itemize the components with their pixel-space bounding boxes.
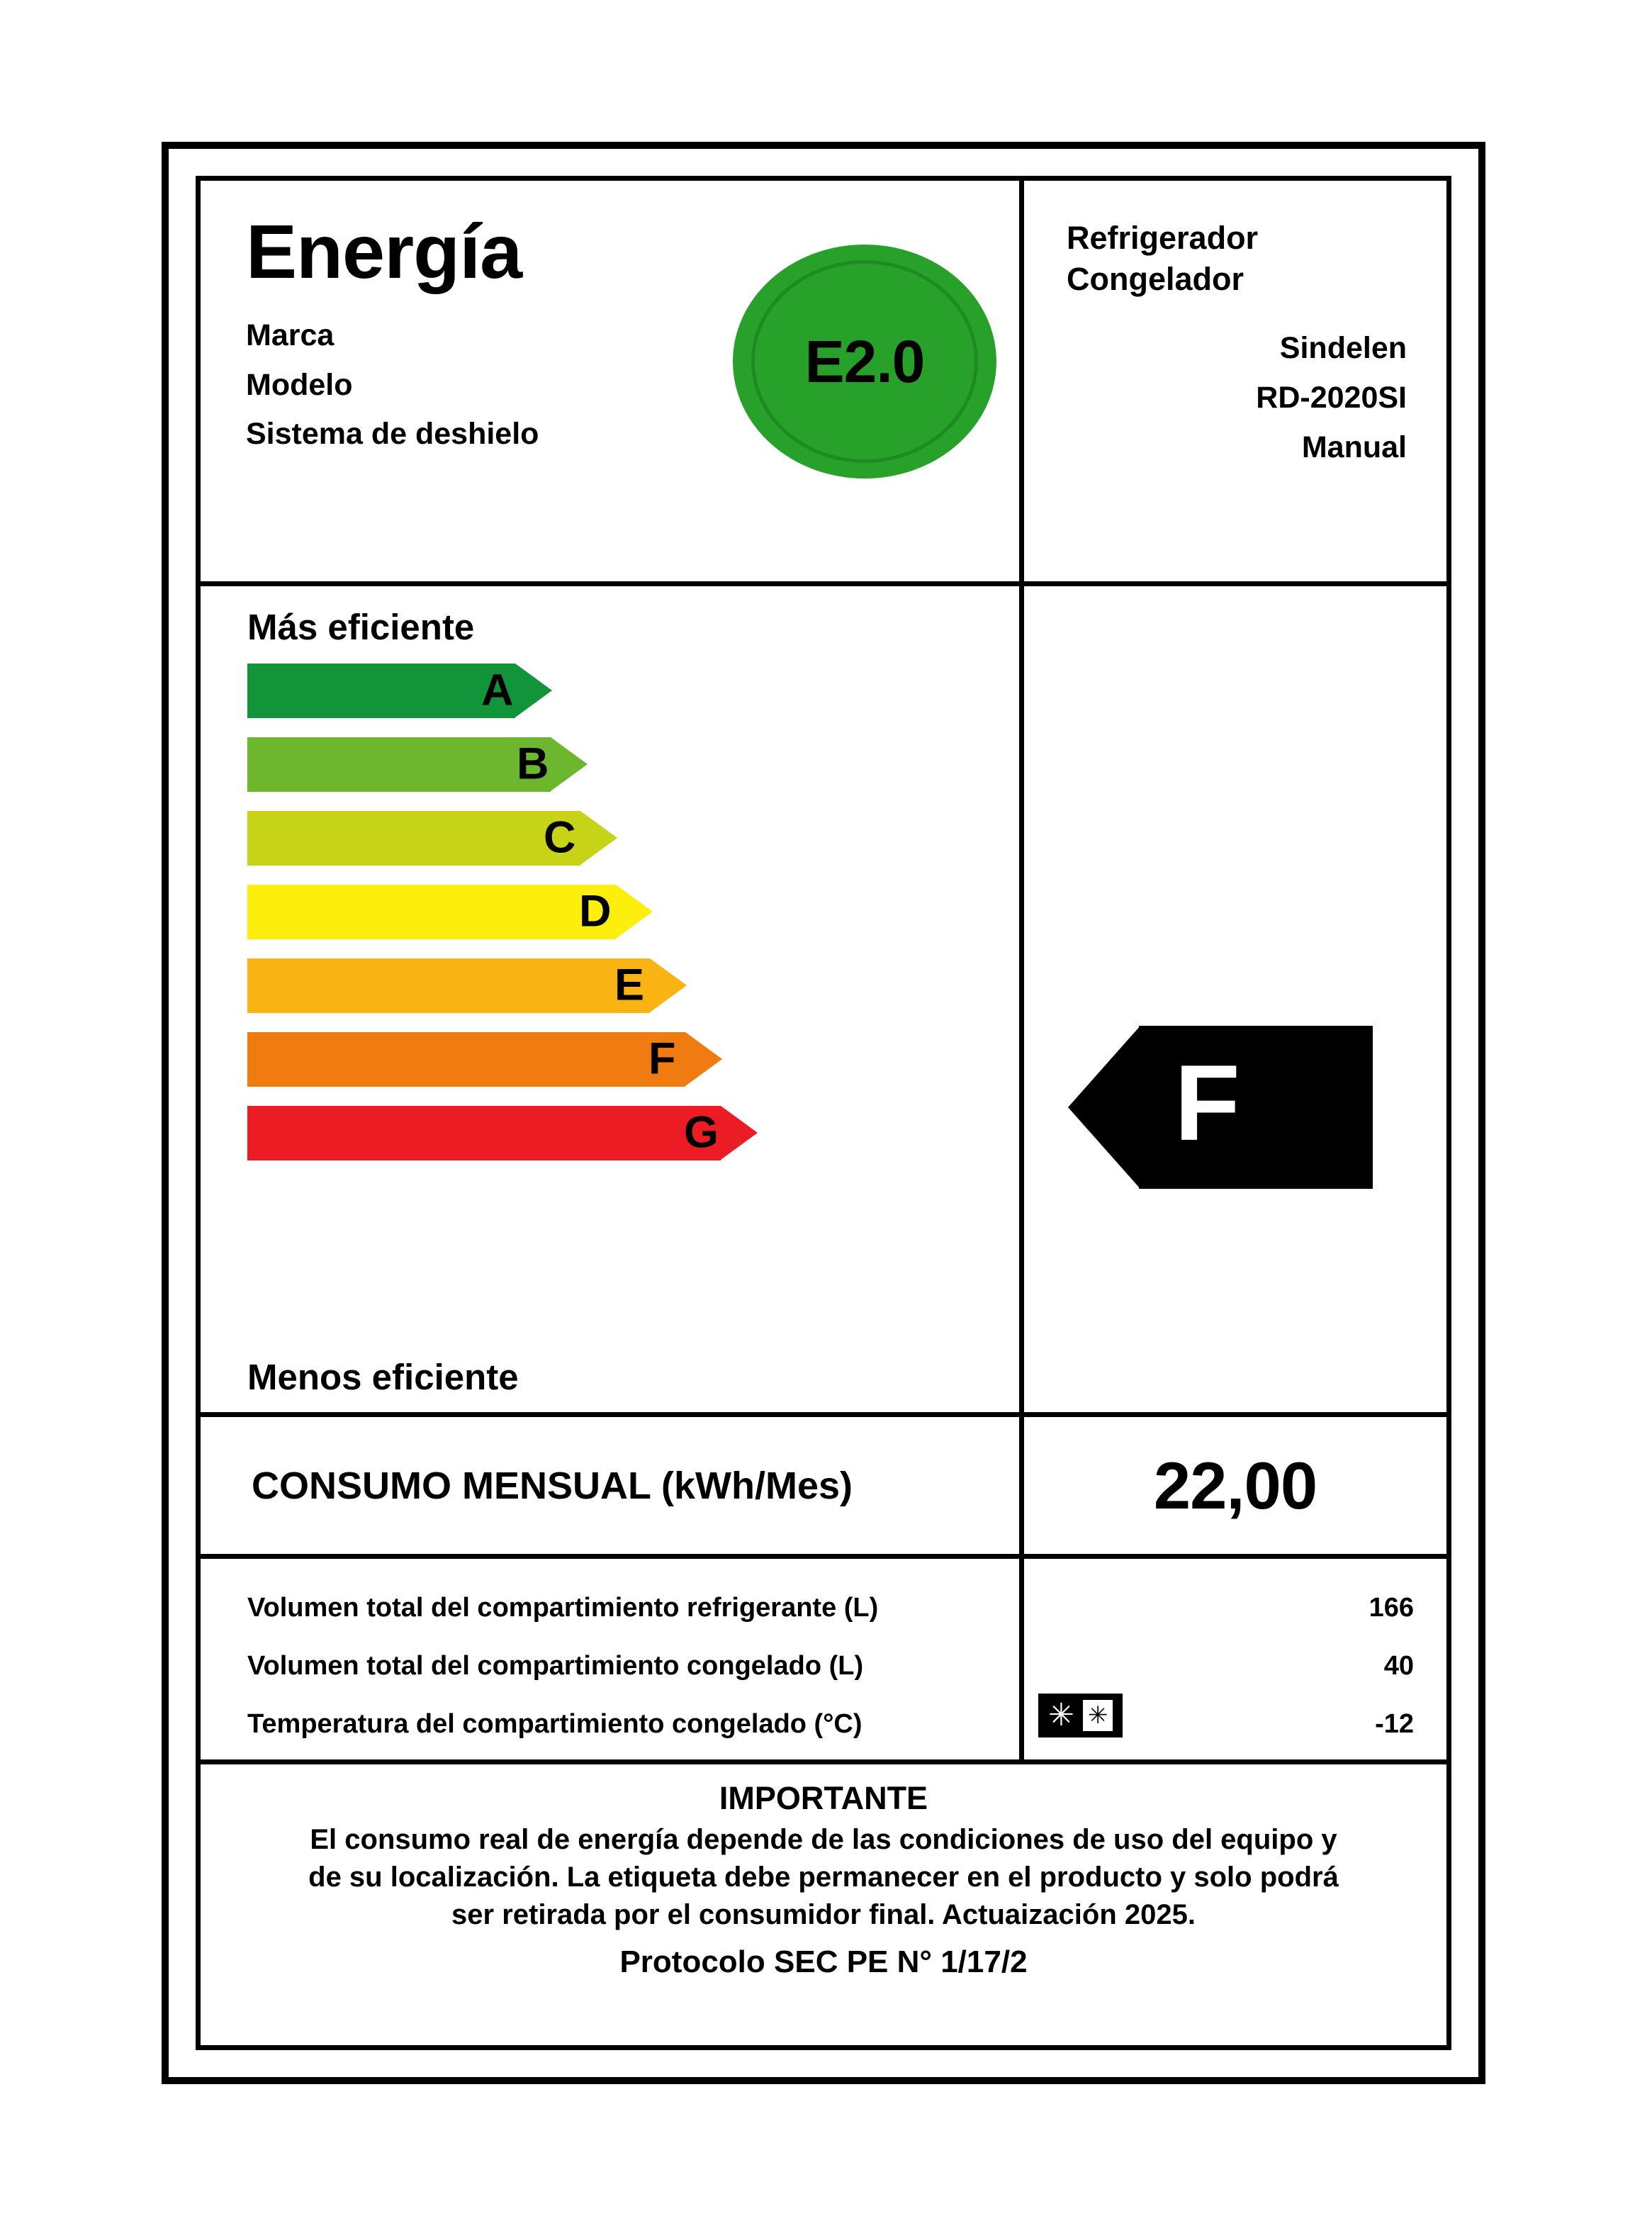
field-label-brand: Marca <box>246 318 335 352</box>
efficiency-bar-a <box>247 664 1019 718</box>
bar-letter-a: A <box>481 665 514 715</box>
bar-body-e <box>247 958 650 1013</box>
specs-row <box>201 1559 1446 1764</box>
consumption-value: 22,00 <box>1153 1448 1317 1523</box>
bar-body-a <box>247 664 515 718</box>
bar-arrow-e <box>650 958 687 1012</box>
value-brand: Sindelen <box>1279 331 1407 366</box>
efficiency-bar-g <box>247 1106 1019 1160</box>
appliance-values <box>1067 323 1407 472</box>
bar-body-c <box>247 811 580 866</box>
header-row <box>201 181 1446 586</box>
scale-caption-top: Más eficiente <box>247 607 475 647</box>
bar-letter-c: C <box>544 812 576 863</box>
energy-label <box>162 142 1485 2084</box>
value-model: RD-2020SI <box>1256 381 1407 415</box>
specs-labels <box>201 1559 1024 1759</box>
efficiency-bar-f <box>247 1032 1019 1087</box>
selected-class-arrow <box>1068 1026 1373 1189</box>
note-title: IMPORTANTE <box>719 1780 928 1816</box>
badge-label: E2.0 <box>804 328 925 395</box>
appliance-type-line1: Refrigerador <box>1067 220 1259 256</box>
spec-value-freezer-temp: -12 <box>1375 1708 1414 1739</box>
spec-label-freezer-volume: Volumen total del compartimiento congelado (L) <box>247 1651 864 1681</box>
field-label-model: Modelo <box>246 367 353 402</box>
selected-class-letter: F <box>1174 1042 1240 1163</box>
bar-letter-d: D <box>579 886 612 936</box>
note-line-1: El consumo real de energía depende de las condiciones de uso del equipo y <box>310 1824 1337 1855</box>
header-right-cell <box>1024 181 1446 581</box>
bar-body-f <box>247 1032 685 1087</box>
appliance-type <box>1067 218 1407 299</box>
consumption-label: CONSUMO MENSUAL (kWh/Mes) <box>201 1417 1024 1554</box>
bar-arrow-a <box>515 664 552 717</box>
note-body <box>243 1821 1404 1933</box>
star-boxed-icon: ✳ <box>1083 1700 1113 1731</box>
spec-label-fridge-volume: Volumen total del compartimiento refrigerante (L) <box>247 1593 879 1623</box>
energy-label-inner-frame <box>196 176 1451 2050</box>
arrow-point <box>1068 1026 1140 1189</box>
bar-arrow-g <box>721 1106 758 1160</box>
efficiency-bars <box>201 664 1019 1160</box>
value-defrost: Manual <box>1301 430 1407 465</box>
bar-arrow-f <box>685 1032 722 1086</box>
appliance-type-line2: Congelador <box>1067 260 1244 297</box>
consumption-row <box>201 1417 1446 1559</box>
important-note <box>201 1764 1446 2045</box>
specs-values <box>1024 1559 1446 1759</box>
efficiency-scale-cell <box>201 586 1024 1412</box>
note-line-2: de su localización. La etiqueta debe permanecer en el producto y solo podrá <box>308 1861 1339 1893</box>
star-icon: ✳ <box>1048 1698 1074 1733</box>
efficiency-bar-c <box>247 811 1019 866</box>
bar-letter-f: F <box>648 1034 676 1084</box>
freezer-star-rating <box>1038 1694 1123 1737</box>
bar-body-d <box>247 885 616 939</box>
bar-letter-b: B <box>517 739 549 789</box>
header-left-cell <box>201 181 1024 581</box>
spec-label-freezer-temp: Temperatura del compartimiento congelado (°C) <box>247 1709 862 1739</box>
spec-value-fridge-volume: 166 <box>1369 1592 1414 1623</box>
bar-arrow-d <box>616 885 653 939</box>
note-protocol: Protocolo SEC PE N° 1/17/2 <box>619 1944 1028 1980</box>
note-line-3: ser retirada por el consumidor final. Actuaización 2025. <box>451 1898 1196 1930</box>
bar-arrow-c <box>580 811 617 865</box>
efficiency-bar-b <box>247 737 1019 792</box>
bar-letter-e: E <box>614 960 645 1010</box>
efficiency-scale-row <box>201 586 1446 1417</box>
efficiency-bar-d <box>247 885 1019 939</box>
bar-letter-g: G <box>684 1107 719 1158</box>
scale-caption-bottom: Menos eficiente <box>247 1357 519 1397</box>
bar-arrow-b <box>551 737 588 791</box>
field-label-defrost: Sistema de deshielo <box>246 417 539 452</box>
bar-body-b <box>247 737 551 792</box>
bar-body-g <box>247 1106 721 1160</box>
selected-class-cell <box>1024 586 1446 1412</box>
efficiency-protocol-badge <box>733 245 996 478</box>
efficiency-bar-e <box>247 958 1019 1013</box>
spec-value-freezer-volume: 40 <box>1383 1650 1414 1681</box>
page-title: Energía <box>246 208 522 294</box>
